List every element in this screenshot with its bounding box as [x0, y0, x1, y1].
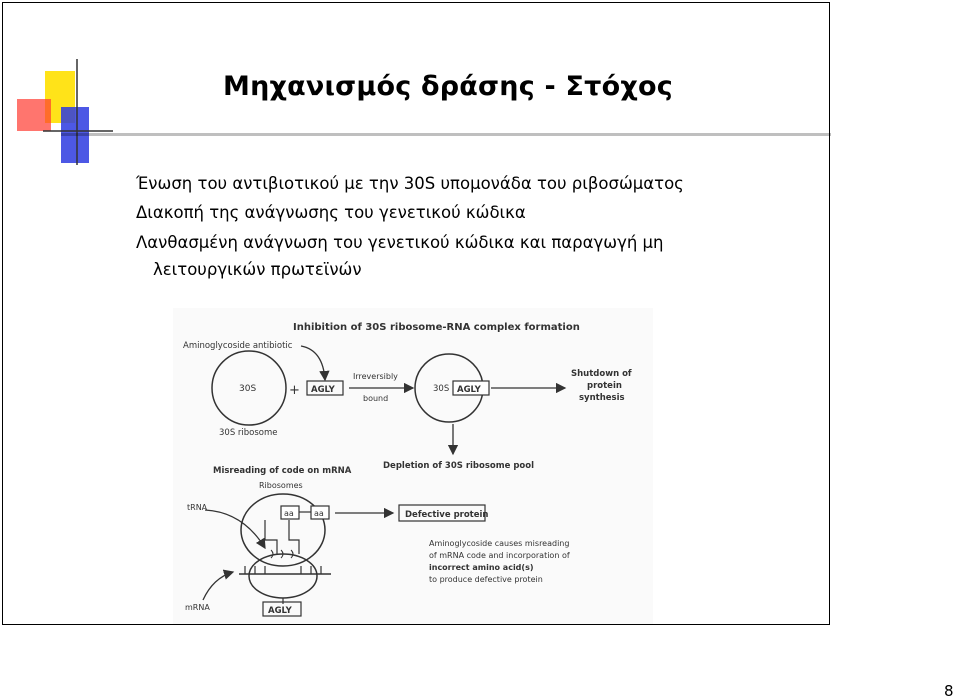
ribosome-30s-label: 30S [239, 384, 257, 394]
defective-protein-label: Defective protein [405, 510, 489, 520]
decorative-squares [3, 3, 203, 183]
slide-title: Μηχανισμός δράσης - Στόχος [223, 71, 673, 102]
ribosomes-label: Ribosomes [259, 481, 303, 490]
figure-heading: Inhibition of 30S ribosome-RNA complex formation [293, 322, 580, 333]
mechanism-figure [173, 308, 653, 624]
shutdown-line3: synthesis [579, 393, 625, 403]
bound-label: bound [363, 394, 389, 403]
bullet-misreading-cont: λειτουργικών πρωτεϊνών [153, 260, 362, 279]
misreading-heading: Misreading of code on mRNA [213, 466, 352, 476]
bullet-misreading: Λανθασμένη ανάγνωση του γενετικού κώδικα και παραγωγή μη [136, 233, 664, 252]
red-square [17, 99, 51, 131]
trna-label: tRNA [187, 503, 208, 512]
bullet-binding: Ένωση του αντιβιοτικού με την 30S υπομονάδα του ριβοσώματος [136, 174, 684, 193]
agly-label-complex: AGLY [457, 385, 481, 395]
aa-label-1: aa [284, 509, 294, 518]
note-line4: to produce defective protein [429, 575, 543, 584]
depletion-label: Depletion of 30S ribosome pool [383, 461, 535, 471]
complex-30s-label: 30S [433, 384, 450, 394]
note-line2: of mRNA code and incorporation of [429, 551, 570, 560]
mrna-label: mRNA [185, 603, 210, 612]
antibiotic-label: Aminoglycoside antibiotic [183, 341, 293, 351]
plus-sign: + [289, 383, 300, 398]
slide [2, 2, 830, 625]
ribosome-caption: 30S ribosome [219, 428, 278, 438]
shutdown-line2: protein [587, 381, 622, 391]
bullet-interruption: Διακοπή της ανάγνωσης του γενετικού κώδικα [136, 203, 526, 222]
agly-label-top: AGLY [311, 385, 335, 395]
aa-label-2: aa [314, 509, 324, 518]
shutdown-line1: Shutdown of [571, 369, 632, 379]
page-number: 8 [944, 682, 954, 700]
note-line1: Aminoglycoside causes misreading [429, 539, 570, 548]
agly-label-bottom: AGLY [268, 606, 292, 616]
irreversibly-label: Irreversibly [353, 372, 398, 381]
note-line3: incorrect amino acid(s) [429, 563, 534, 572]
title-rule [61, 133, 831, 136]
